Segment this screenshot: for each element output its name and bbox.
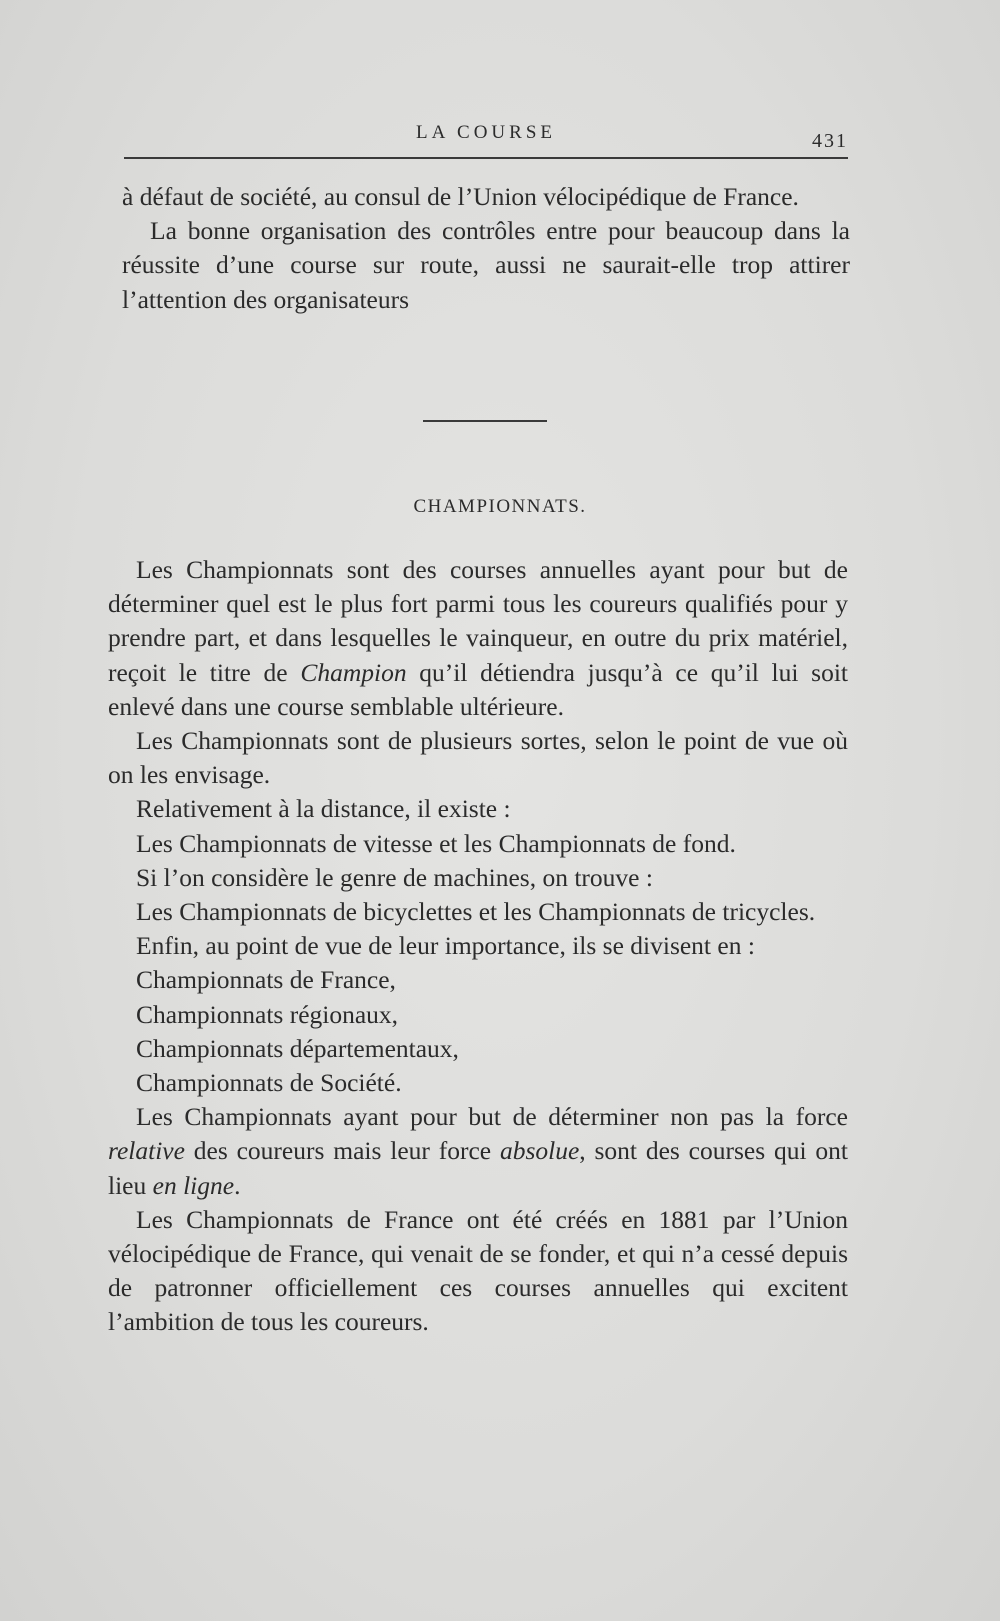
paragraph: Si l’on considère le genre de machines, on trouve : <box>136 862 653 892</box>
text-run: . <box>234 1170 241 1200</box>
running-head <box>124 122 848 162</box>
italic-term: Champion <box>300 657 407 687</box>
top-text-block <box>122 180 850 317</box>
italic-term: absolue <box>499 1136 580 1166</box>
paragraph <box>108 553 848 724</box>
header-rule <box>124 157 848 159</box>
page-number: 431 <box>812 130 848 152</box>
text-run: Les Championnats ayant pour but de déterminer non pas la force <box>136 1102 848 1132</box>
paragraph: Les Championnats sont de plusieurs sortes, selon le point de vue où on les envisage. <box>108 726 848 790</box>
paragraph: à défaut de société, au consul de l’Union vélocipédique de France. <box>122 182 799 211</box>
paragraph: Enfin, au point de vue de leur importance, ils se divisent en : <box>136 931 755 961</box>
italic-term: relative <box>108 1136 185 1166</box>
list-item: Championnats de Société. <box>136 1068 402 1098</box>
text-run: des coureurs mais leur force <box>184 1136 500 1166</box>
paragraph: Les Championnats de France ont été créés en 1881 par l’Union vélocipédique de France, qui venait de se fonder, et qui n’a cessé depuis de patronner officiellement ces courses annuelles qui excitent l’ambition de tous les coureurs. <box>108 1204 848 1337</box>
paragraph: La bonne organisation des contrôles entre pour beaucoup dans la réussite d’une course sur route, aussi ne saurait-elle trop attirer l’attention des organisateurs <box>122 216 850 314</box>
section-heading: CHAMPIONNATS. <box>413 496 587 517</box>
list-item: Championnats départementaux, <box>136 1033 459 1063</box>
text-run: , sont des courses qui ont lieu <box>108 1136 848 1200</box>
text-run: Les Championnats sont des courses annuelles ayant pour but de déterminer quel est le plus fort parmi tous les coureurs qualifiés pour y prendre part, et dans lesquelles le vainqueur, en outre du prix matériel, reçoit le titre de <box>108 555 848 687</box>
main-text-block <box>108 553 848 1340</box>
paragraph: Relativement à la distance, il existe : <box>136 794 511 824</box>
italic-term: en ligne <box>152 1170 235 1200</box>
text-run: qu’il détiendra jusqu’à ce qu’il lui soit enlevé dans une course semblable ultérieure. <box>108 657 848 721</box>
list-item: Championnats régionaux, <box>136 999 399 1029</box>
running-title: LA COURSE <box>416 122 556 143</box>
list-item: Championnats de France, <box>136 965 396 995</box>
paragraph: Les Championnats de vitesse et les Championnats de fond. <box>136 828 736 858</box>
paragraph <box>108 1100 848 1203</box>
section-separator <box>423 420 547 422</box>
paragraph: Les Championnats de bicyclettes et les Championnats de tricycles. <box>136 897 816 927</box>
